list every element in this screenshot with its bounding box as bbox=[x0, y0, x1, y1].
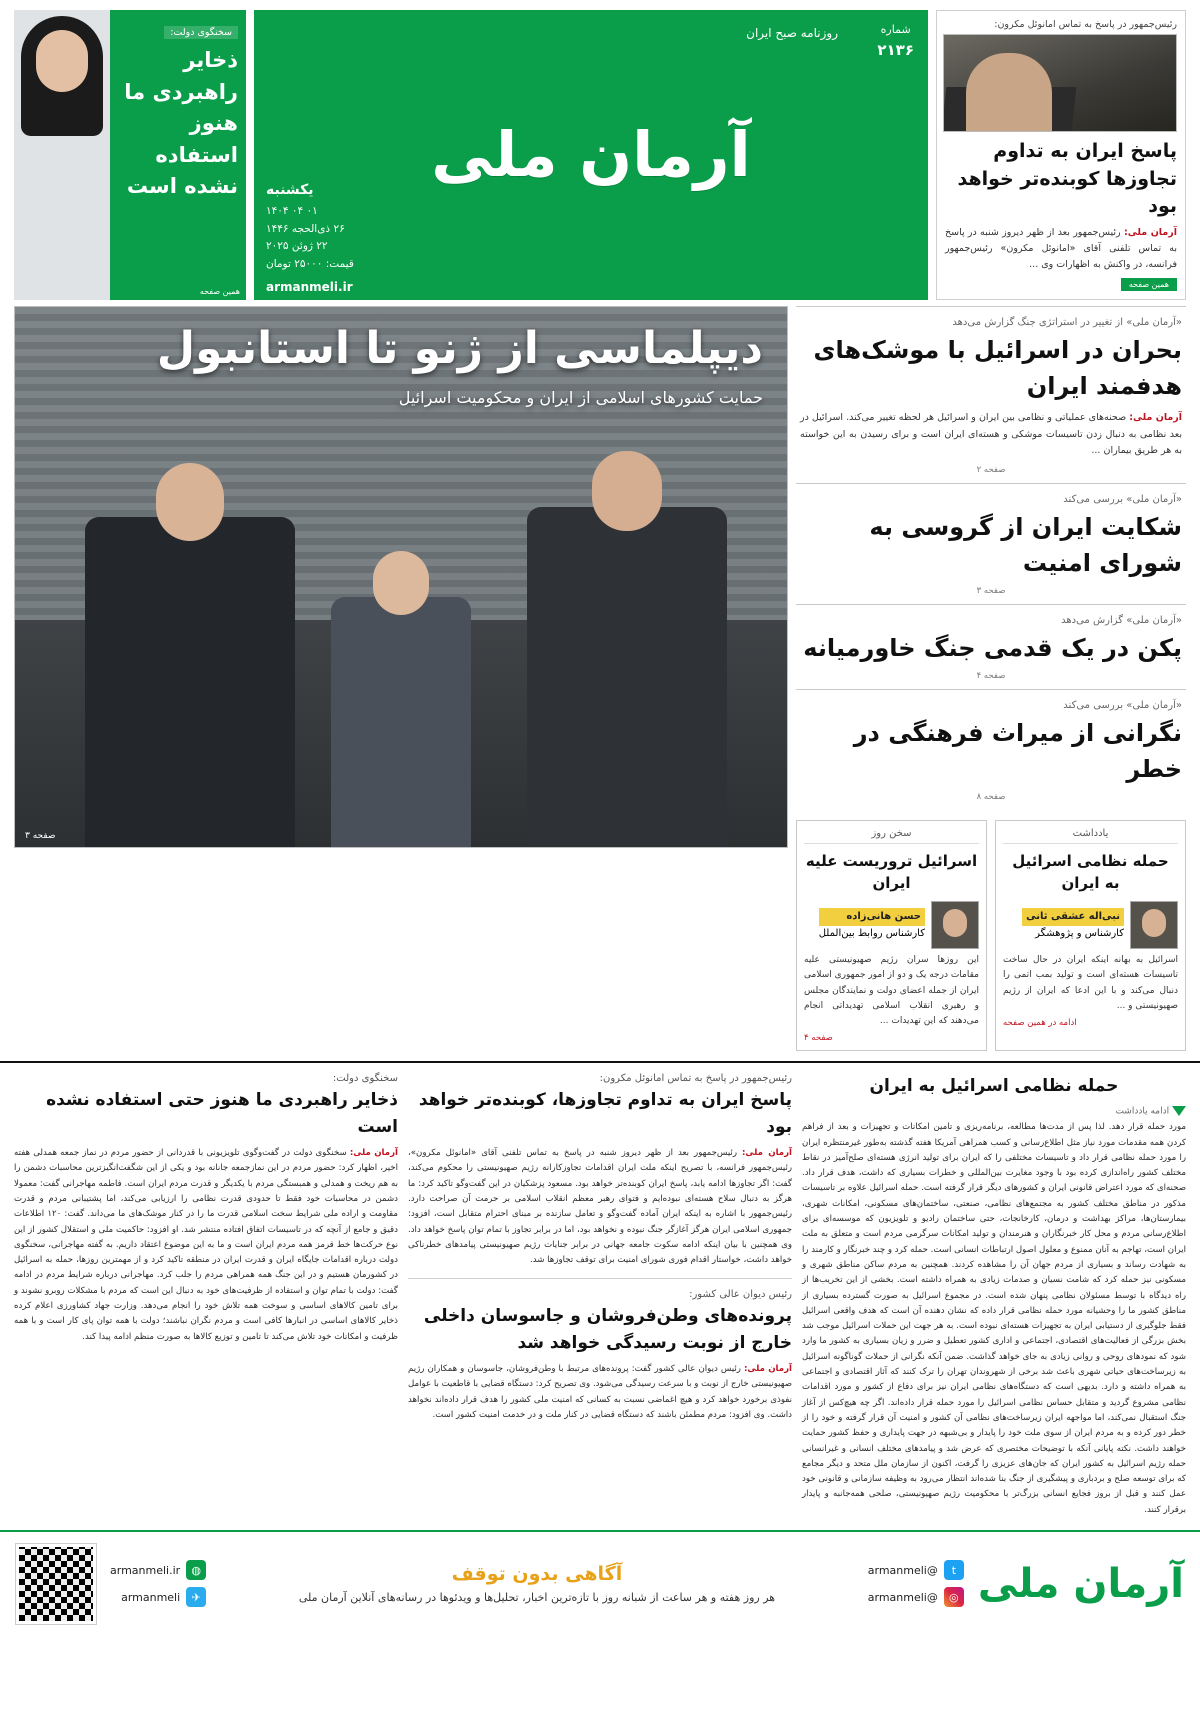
story-kicker: رئیس‌جمهور در پاسخ به تماس امانوئل مکرون: bbox=[994, 19, 1177, 30]
weekday: یکشنبه bbox=[266, 181, 314, 198]
article-body: مورد حمله قرار دهد. لذا پس از مدت‌ها مطالعه، برنامه‌ریزی و تامین امکانات و تجهیزات و بعد از فراهم کردن همه مقدمات مورد نیاز مثل اطلاع‌رسانی و کسب همراهی آمریکا هفته گذشته به‌طور غیرمنتظره ایران را مورد حمله نظامی قرار داد و تاسیسات مختلفی را که ایران برای تولید انرژی هسته‌ای صلح‌آمیز در نقاط مختلف کشور راه‌اندازی کرده بود با وجود مغایرت بین‌المللی و خطرات بسیاری که داشت، هدف قرار داد. صحنه‌ای که مورد اعتراض قانونی ایران و کشورهای دیگر قرار گرفته است. حمله اسرائیل علاوه بر تاسیسات مذکور در مناطق مختلف کشور به مجتمع‌های نظامی، صنعتی، ساختمان‌های مسکونی، امکانات شهری، بیمارستان‌ها، مراکز بهداشت و درمان، کارخانجات، حتی ساختمان رادیو و تلویزیون که موسسه‌ای برای اطلاع‌رسانی مردم و محل کار خبرنگاران و هنرمندان و تولید امکانات سرگرمی مردم است و متعلق به ملت ایران است، تهاجم به آنان ممنوع و معلول اصول ارتباطات انسانی است. حمله کرد و چند خبرنگار و کارمند را به شهادت رساند و بسیاری از مردم جهان آن را مشاهده کردند. همچنین به مردم ساکن مناطق شهری و مسکونی نیز حمله کرد که شامت نسیان و صدمات زیادی به همراه داشته است. بخشی از این تخریب‌ها از راه دیدگاه با توسط مسئولان نظامی پنهان شده است. در مجموع اسرائیل به صورت گسترده بسیاری از مناطق کشور ما را وحشیانه مورد حمله نظامی قرار داده که نشان دهنده آن است که هدف واقعی اسرائیل فقط جلوگیری از دستیابی ایران به تجهیزات هسته‌ای نبوده است. به هر جهت این حملات اسرائیل موجب شد بخش بزرگی از فعالیت‌های اقتصادی، اجتماعی و اداری کشور تعطیل و ضرر و زیان بسیاری به کشور ما وارد شود که نمودهای روحی و روانی زیادی به جای خواهد گذاشت. ضمن آنکه نگرانی از حملات گوناگونه اسرائیل به زیرساخت‌های حیاتی شهری باعث شد برخی از شهروندان تهران را ترک کنند که آثار اقتصادی و اجتماعی به همراه داشته و دارد. بدیهی است که دستگاه‌های نظامی ایران نیز برای دفاع از کشور و مورد اقدامات نظامی مشروع گردید و متقابل حساس نظامی اسرائیل را مورد حمله قرار داده‌اند. اگر چه هیچ‌کس از آغاز جنگ استقبال نمی‌کند، اما مواجهه ایران زیرساخت‌های نظامی آن کشور و امنیت آن قرار گرفته و خود را از خطر دور کرده و به مردم ایران از سوی ملت خود را پایدار و بی‌شبهه در جهت پایداری و حفظ کشور حمایت خواهند داشت. نکته پایانی آنکه با توضیحات مختصری که عرض شد و پیامدهای مختلف انسانی و غیرانسانی حمله رژیم اسرائیل به کشور ایران که جان‌های عزیزی را گرفت، اکنون از سازمان ملل متحد و دیگر مجامع که برای توسعه صلح و بردباری و پیشگیری از جنگ بنا شده‌اند انتظار می‌رود به وظیفه سازمانی و قانونی خود عمل کنند و قبل از بروز فجایع انسانی بزرگ‌تر با محکومیت رژیم صهیونیستی، صلحی همه‌جانبه و پایدار برقرار کنند. bbox=[802, 1122, 1186, 1515]
opinion-label: یادداشت bbox=[1003, 828, 1178, 844]
brief-headline[interactable]: شکایت ایران از گروسی به شورای امنیت bbox=[869, 512, 1182, 577]
masthead bbox=[0, 0, 1200, 306]
website-url[interactable]: armanmeli.ir bbox=[266, 280, 353, 295]
divider bbox=[408, 1278, 792, 1279]
top-content-grid bbox=[0, 306, 1200, 1051]
article-headline[interactable]: ذخایر راهبردی ما هنوز حتی استفاده نشده است bbox=[46, 1090, 398, 1137]
opinion-text: این روزها سران رژیم صهیونیستی علیه مقامات درجه یک و دو از امور جمهوری اسلامی ایران از جمله اعضای دولت و نمایندگان مجلس و رهبری انقلاب اسلامی تهدیداتی انجام می‌دهند که این تهدیدات ... bbox=[804, 954, 979, 1027]
brief-lead: آرمان ملی: صحنه‌های عملیاتی و نظامی بین ایران و اسرائیل هر لحظه تغییر می‌کند. اسرائیل در بعد نظامی به دنبال زدن تاسیسات موشکی و هسته‌ای ایران است و برای رسیدن به این خواسته به هر طریق بیماران ... bbox=[800, 412, 1182, 457]
issue-label: شماره bbox=[880, 23, 911, 36]
person-erdogan bbox=[527, 507, 727, 847]
author-role: کارشناس روابط بین‌الملل bbox=[818, 927, 925, 939]
nameplate bbox=[254, 10, 928, 300]
date-hijri: ۲۶ ذی‌الحجه ۱۴۴۶ bbox=[266, 222, 345, 235]
opinion-page[interactable]: صفحه ۴ bbox=[804, 1033, 833, 1044]
telegram-icon: ✈ bbox=[186, 1587, 206, 1607]
qr-code[interactable] bbox=[16, 1544, 96, 1624]
story-headline[interactable]: ذخایر راهبردی ما هنوز استفاده نشده است bbox=[124, 48, 238, 198]
article-columns bbox=[0, 1061, 1200, 1518]
opinion-title[interactable]: حمله نظامی اسرائیل به ایران bbox=[1012, 851, 1169, 893]
page-tag: همین صفحه bbox=[199, 287, 240, 297]
article-body: آرمان ملی: رئیس دیوان عالی کشور گفت: پرونده‌های مرتبط با وطن‌فروشان، جاسوسان و همکاران رژیم صهیونیستی خارج از نوبت و با سرعت رسیدگی می‌شود. وی تصریح کرد: دستگاه قضایی با قاطعیت با عوامل نفوذی برخورد خواهد کرد و هیچ اغماضی نسبت به کسانی که امنیت ملی کشور را هدف قرار داده‌اند نخواهد داشت. وی افزود: مردم مطمئن باشند که دستگاه قضایی در کنار ملت و در خدمت امنیت کشور است. bbox=[408, 1364, 792, 1421]
story-text bbox=[110, 10, 246, 300]
lead-headline-overlay bbox=[15, 319, 787, 407]
brief-page: صفحه ۸ bbox=[976, 791, 1006, 802]
page-tag: همین صفحه bbox=[1121, 278, 1177, 291]
price: قیمت: ۲۵۰۰۰ تومان bbox=[266, 258, 354, 271]
article-source: رئیس‌جمهور در پاسخ به تماس امانوئل مکرون: bbox=[599, 1073, 792, 1085]
continue-link[interactable]: ادامه در همین صفحه bbox=[1003, 1018, 1077, 1029]
brief-item[interactable] bbox=[796, 306, 1186, 483]
article-headline[interactable]: حمله نظامی اسرائیل به ایران bbox=[869, 1076, 1119, 1097]
brief-page: صفحه ۴ bbox=[976, 670, 1006, 681]
lead-subhead: حمایت کشورهای اسلامی از ایران و محکومیت اسرائیل bbox=[398, 388, 763, 408]
article[interactable] bbox=[802, 1073, 1186, 1518]
article-source: سخنگوی دولت: bbox=[332, 1073, 398, 1085]
promo-title: آگاهی بدون توقف bbox=[451, 1563, 623, 1586]
person-background bbox=[331, 597, 471, 847]
brief-column bbox=[796, 306, 1186, 1051]
brief-source: «آرمان ملی» گزارش می‌دهد bbox=[1061, 614, 1182, 626]
column-spokesperson bbox=[14, 1073, 398, 1518]
lead-photo bbox=[15, 307, 787, 847]
brief-source: «آرمان ملی» از تغییر در استراتژی جنگ گزارش می‌دهد bbox=[952, 317, 1182, 329]
author-name-role bbox=[819, 908, 925, 942]
opinion-title[interactable]: اسرائیل تروریست علیه ایران bbox=[805, 851, 978, 893]
author-photo bbox=[931, 901, 979, 949]
brief-item[interactable] bbox=[796, 604, 1186, 689]
triangle-icon bbox=[1172, 1106, 1186, 1116]
brief-item[interactable] bbox=[796, 689, 1186, 810]
brief-headline[interactable]: نگرانی از میراث فرهنگی در خطر bbox=[853, 718, 1182, 783]
tagline: روزنامه صبح ایران bbox=[746, 26, 838, 40]
person-araghchi bbox=[85, 517, 295, 847]
website-link[interactable]: ◍ armanmeli.ir bbox=[110, 1560, 206, 1580]
opinion-text: اسرائیل به بهانه اینکه ایران در حال ساخت تاسیسات هسته‌ای است و تولید بمب اتمی را دنبال می‌کند و با این ادعا که ایران از رژیم صهیونیستی و ... bbox=[1003, 954, 1178, 1011]
promo-text bbox=[220, 1563, 854, 1604]
continuation-label: ادامه یادداشت bbox=[802, 1106, 1186, 1117]
author-block bbox=[1003, 901, 1178, 949]
opinion-note[interactable] bbox=[995, 820, 1186, 1051]
footer-logo: آرمان ملی bbox=[977, 1560, 1184, 1607]
globe-icon: ◍ bbox=[186, 1560, 206, 1580]
brief-source: «آرمان ملی» بررسی می‌کند bbox=[1063, 493, 1182, 505]
twitter-icon: t bbox=[944, 1560, 964, 1580]
column-president bbox=[408, 1073, 792, 1518]
lead-source: آرمان ملی: bbox=[349, 1148, 398, 1159]
opinion-label: سخن روز bbox=[804, 828, 979, 844]
brief-page: صفحه ۳ bbox=[976, 585, 1006, 596]
article-body: آرمان ملی: رئیس‌جمهور بعد از ظهر دیروز شنبه در پاسخ به تماس تلفنی آقای «امانوئل مکرون»، رئیس‌جمهور فرانسه، با تصریح اینکه ملت ایران اقدامات تجاوزکارانه رژیم صهیونیستی را محکوم می‌کند، گفت: اگر تجاوزها ادامه یابد، پاسخ ایران کوبنده‌تر خواهد بود. مسعود پزشکیان در این گفت‌وگو تاکید کرد: ما هرگز به دنبال سلاح هسته‌ای نبوده‌ایم و فتوای رهبر معظم انقلاب اسلامی بر حرمت آن صراحت دارد. رئیس‌جمهور با اشاره به اینکه ایران آماده گفت‌وگو و تعامل سازنده بر مبنای احترام متقابل است، افزود: جمهوری اسلامی ایران هرگز آغازگر جنگ نبوده و نخواهد بود، اما در برابر تجاوز با تمام توان پاسخ خواهد داد. وی همچنین با بیان اینکه ادامه سکوت جامعه جهانی در برابر جنایات رژیم صهیونیستی پیامدهای خطرناکی خواهد داشت، خواستار اقدام فوری شورای امنیت برای توقف تجاوزها شد. bbox=[408, 1148, 793, 1266]
article-headline[interactable]: پرونده‌های وطن‌فروشان و جاسوسان داخلی خارج از نوبت رسیدگی خواهد شد bbox=[423, 1306, 792, 1353]
lead-source: آرمان ملی: bbox=[743, 1364, 792, 1375]
article-source: رئیس دیوان عالی کشور: bbox=[689, 1289, 792, 1301]
footer-promo-bar bbox=[0, 1530, 1200, 1638]
article-headline[interactable]: پاسخ ایران به تداوم تجاوزها، کوبنده‌تر خواهد بود bbox=[418, 1090, 792, 1137]
paper-logo: آرمان ملی bbox=[431, 118, 751, 192]
author-photo bbox=[1130, 901, 1178, 949]
lead-page: صفحه ۳ bbox=[25, 831, 56, 842]
article-body: آرمان ملی: سخنگوی دولت در گفت‌وگوی تلویزیونی با قدردانی از حضور مردم در نماز جمعه همدلی هفته اخیر، اظهار کرد: حضور مردم در این نمازجمعه جانانه بود و یکی از این شگفت‌انگیزترین محاسبات دشمن را به هم ریخت و همدلی و همبستگی مردم با یکدیگر و قدرت مردم ایران است. فاطمه مهاجرانی گفت: معمولا دشمن در محاسبات خود فقط تا حدودی قدرت نظامی را ارزیابی می‌کند، اما پشتیبانی مردم و قدرت مقاومت و اراده ملی شرایط سخت اسلامی قدرت ما را در کنار موشک‌های ما می‌داند. گفت: ۱۲۰ اطلاعات دقیق و جامع از آنچه که در تاسیسات اتفاق افتاده منتشر شد. او افزود: حاکمیت ملی و استقلال کشور از این نوع حرکت‌ها خط قرمز همه مردم ایران است و ما به این موضوع اعتقاد داریم. به گفته مهاجرانی، سخنگوی دولت درباره اقدامات جایگاه ایران و قدرت ایران در منطقه تاکید کرد و از مهمترین روزها، حمله به اسرائیل در کشورمان هستیم و در این جنگ همه همراهی مردم را جلب کرد. مهاجرانی درباره شرایط مردم در ادامه گفت: دولت با تمام توان و استفاده از ظرفیت‌های خود به دنبال این است که مردم با مشکلات روبرو نشوند و برای تامین کالاهای اساسی و سوخت همه تلاش خود را انجام می‌دهد. وزارت جهاد کشاورزی اعلام کرده ذخایر کالاهای اساسی در انبارها کافی است و مردم نگران نباشند؛ دولت با همه توان پای کار است و با همه ظرفیت و امکانات خود تلاش می‌کند تا تامین و توزیع کالاها به صورت منظم ادامه پیدا کند. bbox=[14, 1148, 398, 1342]
brief-headline[interactable]: پکن در یک قدمی جنگ خاورمیانه bbox=[803, 633, 1182, 662]
date-shamsi: ۰۱ ۰۴ ۱۴۰۴ bbox=[266, 204, 318, 217]
brief-headline[interactable]: بحران در اسرائیل با موشک‌های هدفمند ایران bbox=[813, 336, 1182, 401]
twitter-handle[interactable]: t @armanmeli bbox=[868, 1560, 964, 1580]
opinion-row bbox=[796, 820, 1186, 1051]
brief-item[interactable] bbox=[796, 483, 1186, 604]
promo-subtitle: هر روز هفته و هر ساعت از شبانه روز با تازه‌ترین اخبار، تحلیل‌ها و ویدئوها در رسانه‌های آنلاین آرمان ملی bbox=[298, 1591, 776, 1605]
lead-headline[interactable]: دیپلماسی از ژنو تا استانبول bbox=[156, 323, 763, 375]
telegram-handle[interactable]: ✈ armanmeli bbox=[110, 1587, 206, 1607]
opinion-daily[interactable] bbox=[796, 820, 987, 1051]
date-block bbox=[266, 179, 354, 274]
masthead-government-story[interactable] bbox=[14, 10, 246, 300]
issue-number-block bbox=[877, 22, 914, 61]
author-block bbox=[804, 901, 979, 949]
instagram-handle[interactable]: ◎ @armanmeli bbox=[868, 1587, 964, 1607]
author-role: کارشناس و پژوهشگر bbox=[1035, 927, 1124, 939]
story-headline[interactable]: پاسخ ایران به تداوم تجاوزها کوبنده‌تر خواهد بود bbox=[957, 140, 1177, 218]
social-left bbox=[868, 1560, 964, 1607]
author-name: نبی‌اله عشقی ثانی bbox=[1022, 908, 1124, 926]
column-continuation bbox=[802, 1073, 1186, 1518]
author-name-role bbox=[1022, 908, 1124, 942]
lead-source: آرمان ملی: bbox=[742, 1148, 793, 1159]
instagram-icon: ◎ bbox=[944, 1587, 964, 1607]
story-kicker: سخنگوی دولت: bbox=[164, 26, 238, 39]
lead-source: آرمان ملی: bbox=[1129, 412, 1182, 424]
brief-source: «آرمان ملی» بررسی می‌کند bbox=[1063, 699, 1182, 711]
author-name: حسن هانی‌زاده bbox=[819, 908, 925, 926]
story-lead: آرمان ملی: رئیس‌جمهور بعد از ظهر دیروز شنبه در پاسخ به تماس تلفنی آقای «امانوئل مکرون» رئیس‌جمهور فرانسه، در واکنش به اظهارات وی ... bbox=[945, 226, 1177, 270]
masthead-secondary-story[interactable] bbox=[936, 10, 1186, 300]
article[interactable] bbox=[408, 1289, 792, 1423]
lead-source: آرمان ملی: bbox=[1123, 226, 1177, 238]
article[interactable] bbox=[14, 1073, 398, 1345]
spokesperson-portrait bbox=[14, 10, 110, 300]
date-gregorian: ۲۲ ژوئن ۲۰۲۵ bbox=[266, 240, 328, 253]
social-right bbox=[110, 1560, 206, 1607]
brief-page: صفحه ۲ bbox=[976, 464, 1006, 475]
article[interactable] bbox=[408, 1073, 792, 1268]
issue-number: ۲۱۳۶ bbox=[877, 40, 914, 59]
lead-story[interactable] bbox=[14, 306, 788, 1051]
story-photo bbox=[943, 34, 1177, 132]
